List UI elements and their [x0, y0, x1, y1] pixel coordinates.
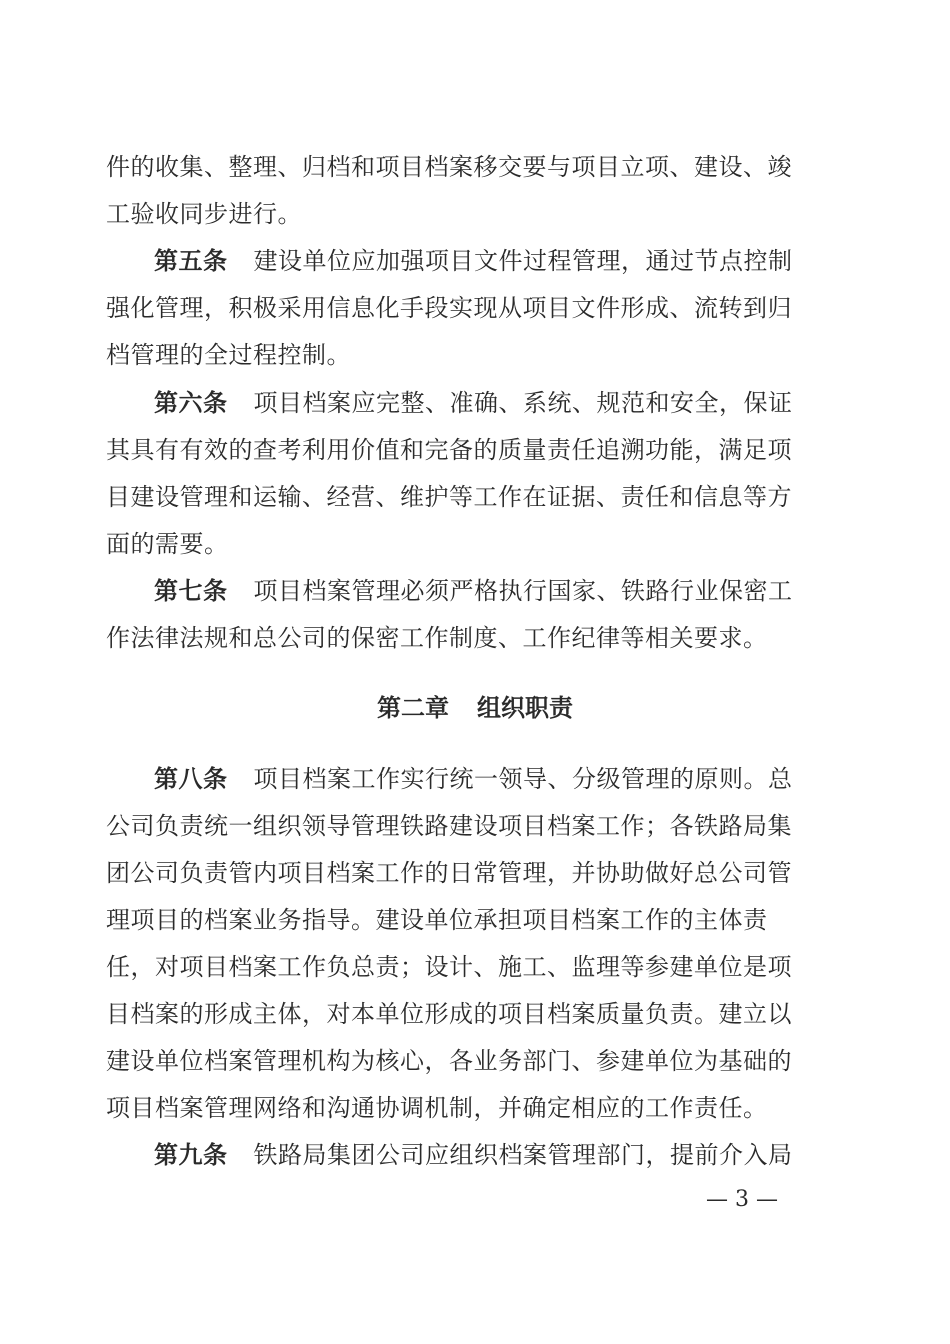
article-label: 第五条: [154, 247, 228, 275]
text-line: 面的需要。: [106, 530, 229, 558]
text-line: 工验收同步进行。: [106, 200, 302, 228]
article-text: 项目档案应完整、准确、系统、规范和安全，保证: [253, 389, 793, 417]
text-line: 档管理的全过程控制。: [106, 341, 351, 369]
article-text: 项目档案管理必须严格执行国家、铁路行业保密工: [253, 577, 793, 605]
article-label: 第八条: [154, 765, 228, 793]
text-line: 件的收集、整理、归档和项目档案移交要与项目立项、建设、竣: [106, 153, 792, 181]
text-line: 目档案的形成主体，对本单位形成的项目档案质量负责。建立以: [106, 1000, 792, 1028]
text-line: 项目档案管理网络和沟通协调机制，并确定相应的工作责任。: [106, 1094, 768, 1122]
article-label: 第七条: [154, 577, 228, 605]
text-line: 理项目的档案业务指导。建设单位承担项目档案工作的主体责: [106, 906, 768, 934]
article-label: 第九条: [154, 1141, 228, 1169]
article-text: 铁路局集团公司应组织档案管理部门，提前介入局: [253, 1141, 793, 1169]
article-six-first-line: [154, 388, 806, 418]
chapter-number: 第二章: [377, 694, 449, 722]
text-line: 其具有有效的查考利用价值和完备的质量责任追溯功能，满足项: [106, 436, 792, 464]
page-number: — 3 —: [706, 1187, 778, 1212]
article-text: 建设单位应加强项目文件过程管理，通过节点控制: [253, 247, 793, 275]
text-line: 团公司负责管内项目档案工作的日常管理，并协助做好总公司管: [106, 859, 792, 887]
text-line: 任，对项目档案工作负总责；设计、施工、监理等参建单位是项: [106, 953, 792, 981]
article-nine-first-line: [154, 1140, 806, 1170]
chapter-heading: [0, 693, 950, 723]
article-seven-first-line: [154, 576, 806, 606]
text-line: 目建设管理和运输、经营、维护等工作在证据、责任和信息等方: [106, 483, 792, 511]
article-text: 项目档案工作实行统一领导、分级管理的原则。总: [253, 765, 793, 793]
text-line: 强化管理，积极采用信息化手段实现从项目文件形成、流转到归: [106, 294, 792, 322]
article-five-first-line: [154, 246, 806, 276]
text-line: 作法律法规和总公司的保密工作制度、工作纪律等相关要求。: [106, 624, 768, 652]
text-line: 公司负责统一组织领导管理铁路建设项目档案工作；各铁路局集: [106, 812, 792, 840]
text-line: 建设单位档案管理机构为核心，各业务部门、参建单位为基础的: [106, 1047, 792, 1075]
article-eight-first-line: [154, 764, 806, 794]
article-label: 第六条: [154, 389, 228, 417]
chapter-title: 组织职责: [477, 694, 573, 722]
